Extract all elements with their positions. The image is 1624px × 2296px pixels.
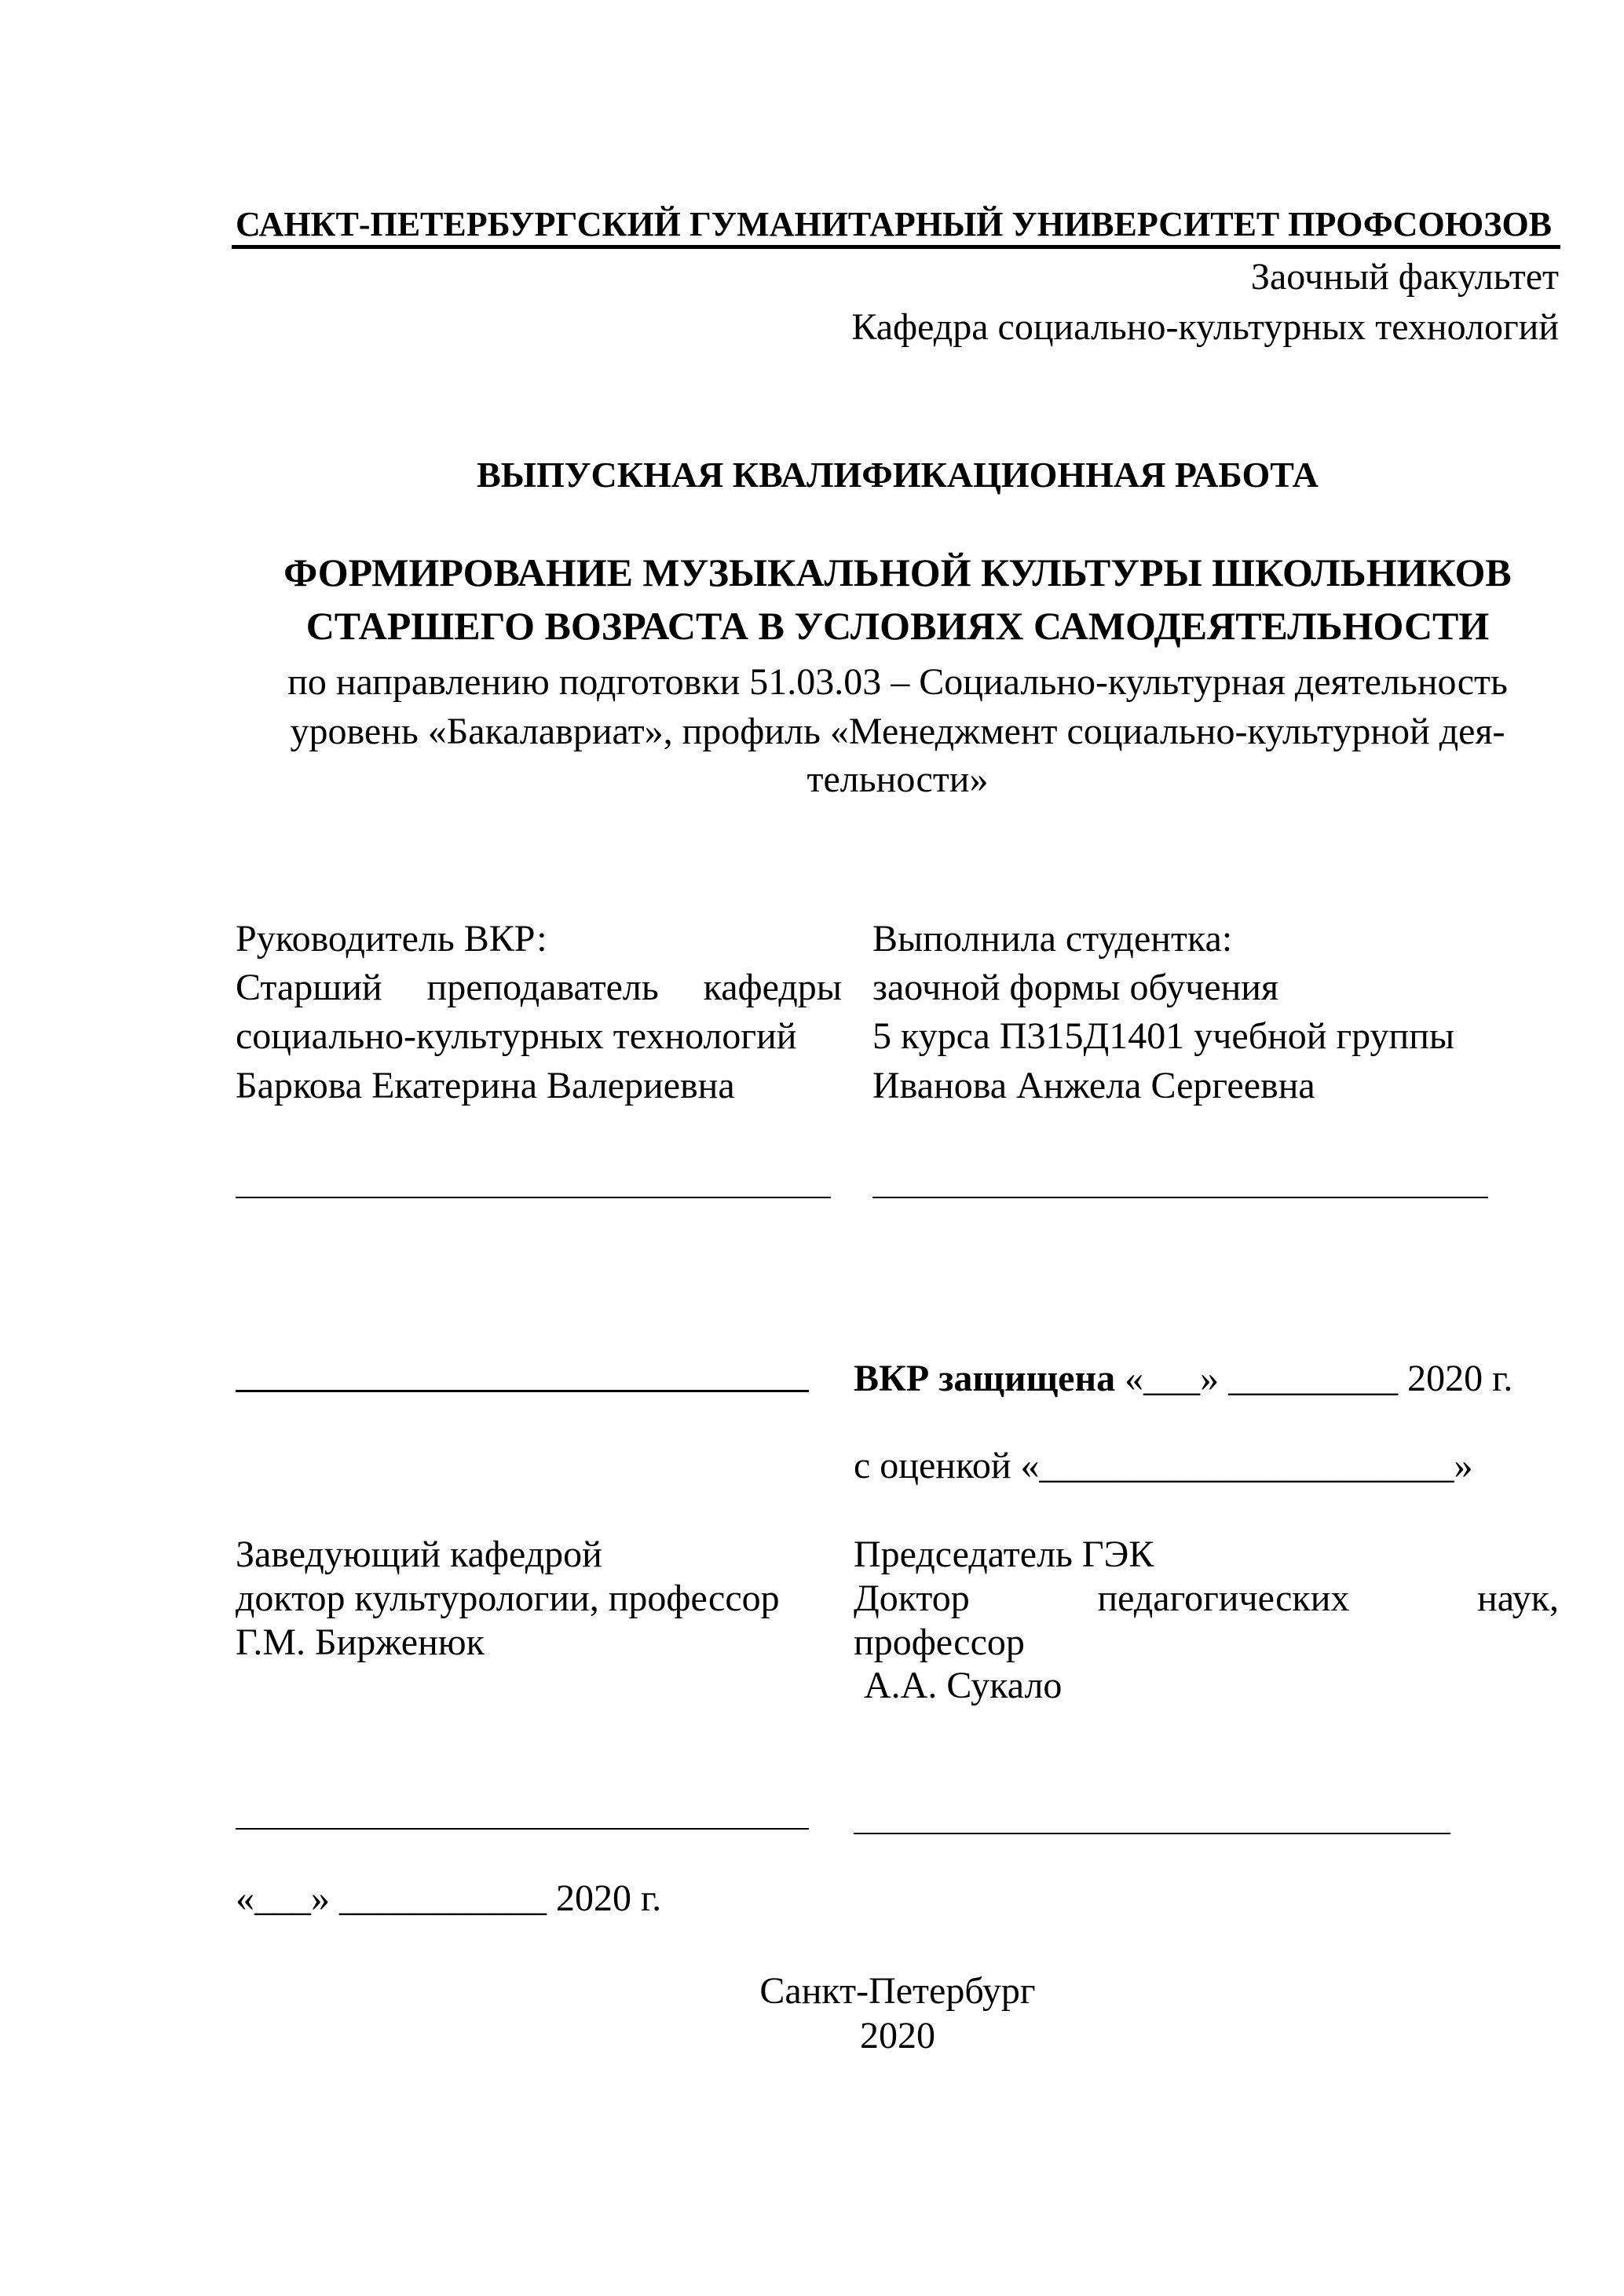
year: 2020	[860, 2015, 935, 2057]
head-degree: доктор культурологии, профессор	[236, 1578, 780, 1619]
topic-line-2: СТАРШЕГО ВОЗРАСТА В УСЛОВИЯХ САМОДЕЯТЕЛЬНОСТИ	[305, 604, 1490, 648]
chairman-signature-line	[854, 1833, 1450, 1834]
topic-line-1: ФОРМИРОВАНИЕ МУЗЫКАЛЬНОЙ КУЛЬТУРЫ ШКОЛЬНИКОВ	[283, 550, 1512, 594]
level-line-1: уровень «Бакалавриат», профиль «Менеджмент социально-культурной дея-	[290, 711, 1505, 752]
student-label: Выполнила студентка:	[872, 918, 1233, 960]
level-line-2: тельности»	[807, 759, 989, 800]
chairman-degree-2: профессор	[854, 1621, 1025, 1663]
department: Кафедра социально-культурных технологий	[851, 306, 1559, 348]
head-signature-line	[236, 1828, 809, 1830]
direction: по направлению подготовки 51.03.03 – Социально-культурная деятельность	[287, 661, 1508, 703]
defense-date-text: «___» _________ 2020 г.	[1115, 1358, 1513, 1399]
supervisor-label: Руководитель ВКР:	[236, 918, 547, 960]
student-line-1: заочной формы обучения	[872, 967, 1279, 1008]
university-name: САНКТ-ПЕТЕРБУРГСКИЙ ГУМАНИТАРНЫЙ УНИВЕРСИТЕТ ПРОФСОЮЗОВ	[236, 205, 1553, 243]
defense-label: ВКР защищена	[854, 1358, 1116, 1399]
document-type: ВЫПУСКНАЯ КВАЛИФИКАЦИОННАЯ РАБОТА	[477, 455, 1319, 495]
defense-signature-line	[236, 1390, 809, 1392]
faculty: Заочный факультет	[1250, 256, 1559, 298]
defense-date	[854, 1355, 1512, 1403]
student-signature-line	[872, 1197, 1488, 1198]
supervisor-position-2: социально-культурных технологий	[236, 1015, 797, 1057]
supervisor-name: Баркова Екатерина Валериевна	[236, 1065, 735, 1106]
header-rule	[232, 245, 1560, 249]
student-line-2: 5 курса П315Д1401 учебной группы	[872, 1015, 1455, 1057]
defense-grade: с оценкой «______________________»	[854, 1445, 1473, 1486]
chairman-degree-1: Доктор педагогических наук,	[854, 1578, 1559, 1619]
head-title: Заведующий кафедрой	[236, 1534, 602, 1575]
student-name: Иванова Анжела Сергеевна	[872, 1065, 1315, 1106]
head-name: Г.М. Бирженюк	[236, 1621, 485, 1663]
city: Санкт-Петербург	[759, 1970, 1036, 2012]
chairman-title: Председатель ГЭК	[854, 1534, 1154, 1575]
chairman-name: А.А. Сукало	[864, 1665, 1063, 1706]
signature-date: «___» ___________ 2020 г.	[236, 1877, 662, 1919]
supervisor-position-1: Старший преподаватель кафедры	[236, 967, 842, 1008]
supervisor-signature-line	[236, 1197, 831, 1198]
